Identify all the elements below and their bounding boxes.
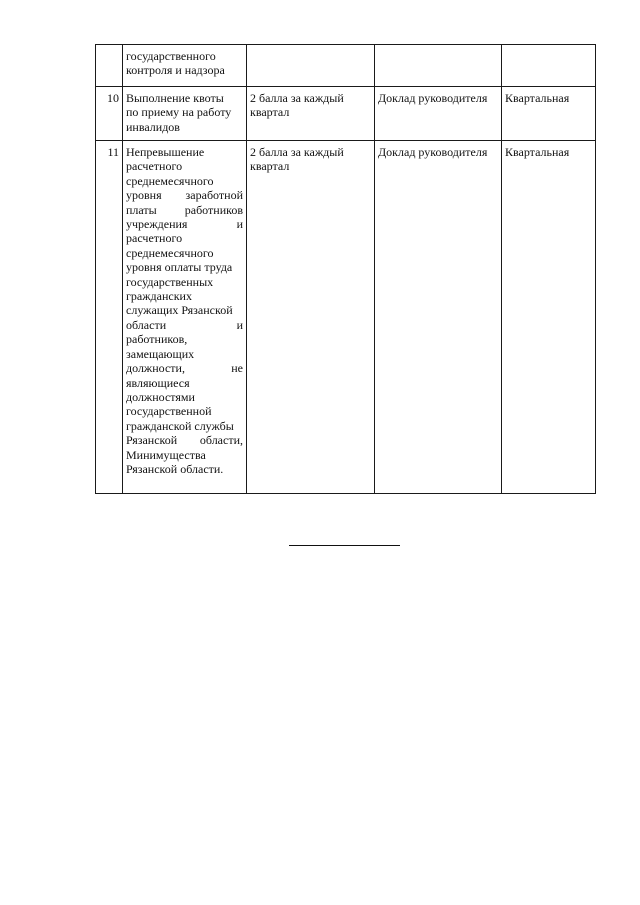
- source-text: Доклад руководителя: [378, 145, 488, 159]
- indicator-name-cell: [123, 45, 247, 87]
- row-number-cell: [96, 45, 123, 87]
- period-cell: [502, 45, 596, 87]
- indicator-name-line: Рязанской области,: [126, 433, 243, 448]
- table-row: [96, 141, 596, 494]
- points-line: 2 балла за каждый: [250, 91, 344, 105]
- indicator-name-line: должностями: [126, 389, 195, 404]
- source-cell: [375, 141, 502, 494]
- indicator-name-line: уровня заработной: [126, 188, 243, 203]
- indicator-name-line: среднемесячного: [126, 173, 214, 188]
- indicator-name-line: должности, не: [126, 361, 243, 376]
- indicator-name-line: учреждения и: [126, 217, 243, 232]
- points-line: 2 балла за каждый: [250, 145, 344, 159]
- period-cell: [502, 141, 596, 494]
- indicator-name-line: расчетного: [126, 159, 183, 174]
- indicator-name-line: платы работников: [126, 202, 243, 217]
- points-cell: [247, 87, 375, 141]
- indicators-table: [95, 44, 596, 494]
- indicator-name-line: замещающих: [126, 346, 195, 361]
- indicator-name-line: государственного: [126, 49, 216, 63]
- indicator-name-line: гражданских: [126, 289, 192, 304]
- indicator-name-cell: [123, 141, 247, 494]
- indicator-name-line: Выполнение квоты: [126, 91, 224, 105]
- row-number-cell: [96, 87, 123, 141]
- table-row: [96, 87, 596, 141]
- indicator-name-cell: [123, 87, 247, 141]
- table-row: [96, 45, 596, 87]
- source-cell: [375, 87, 502, 141]
- points-line: квартал: [250, 105, 290, 120]
- row-number-cell: [96, 141, 123, 494]
- period-cell: [502, 87, 596, 141]
- source-text: Доклад руководителя: [378, 91, 488, 105]
- points-line: квартал: [250, 159, 290, 174]
- indicator-name-line: Рязанской области.: [126, 461, 224, 476]
- points-cell: [247, 45, 375, 87]
- indicator-name-line: расчетного: [126, 231, 183, 246]
- indicator-name-line: по приему на работу: [126, 105, 232, 120]
- row-number: 10: [107, 91, 119, 105]
- indicator-name-line: инвалидов: [126, 119, 180, 134]
- indicator-name-line: среднемесячного: [126, 245, 214, 260]
- indicator-name-line: Минимущества: [126, 447, 206, 462]
- indicator-name-line: области и: [126, 317, 243, 332]
- indicator-name-line: государственных: [126, 274, 214, 289]
- row-number: 11: [107, 145, 119, 159]
- indicator-name-line: государственной: [126, 404, 212, 419]
- indicator-name-line: уровня оплаты труда: [126, 260, 233, 275]
- indicator-name-line: Непревышение: [126, 145, 205, 159]
- period-text: Квартальная: [505, 91, 570, 105]
- indicator-name-line: являющиеся: [126, 375, 190, 390]
- points-cell: [247, 141, 375, 494]
- end-of-document-rule: [289, 545, 400, 546]
- indicator-name-line: контроля и надзора: [126, 63, 225, 78]
- indicator-name-line: гражданской службы: [126, 418, 234, 433]
- indicator-name-line: работников,: [126, 332, 188, 347]
- period-text: Квартальная: [505, 145, 570, 159]
- source-cell: [375, 45, 502, 87]
- indicator-name-line: служащих Рязанской: [126, 303, 233, 318]
